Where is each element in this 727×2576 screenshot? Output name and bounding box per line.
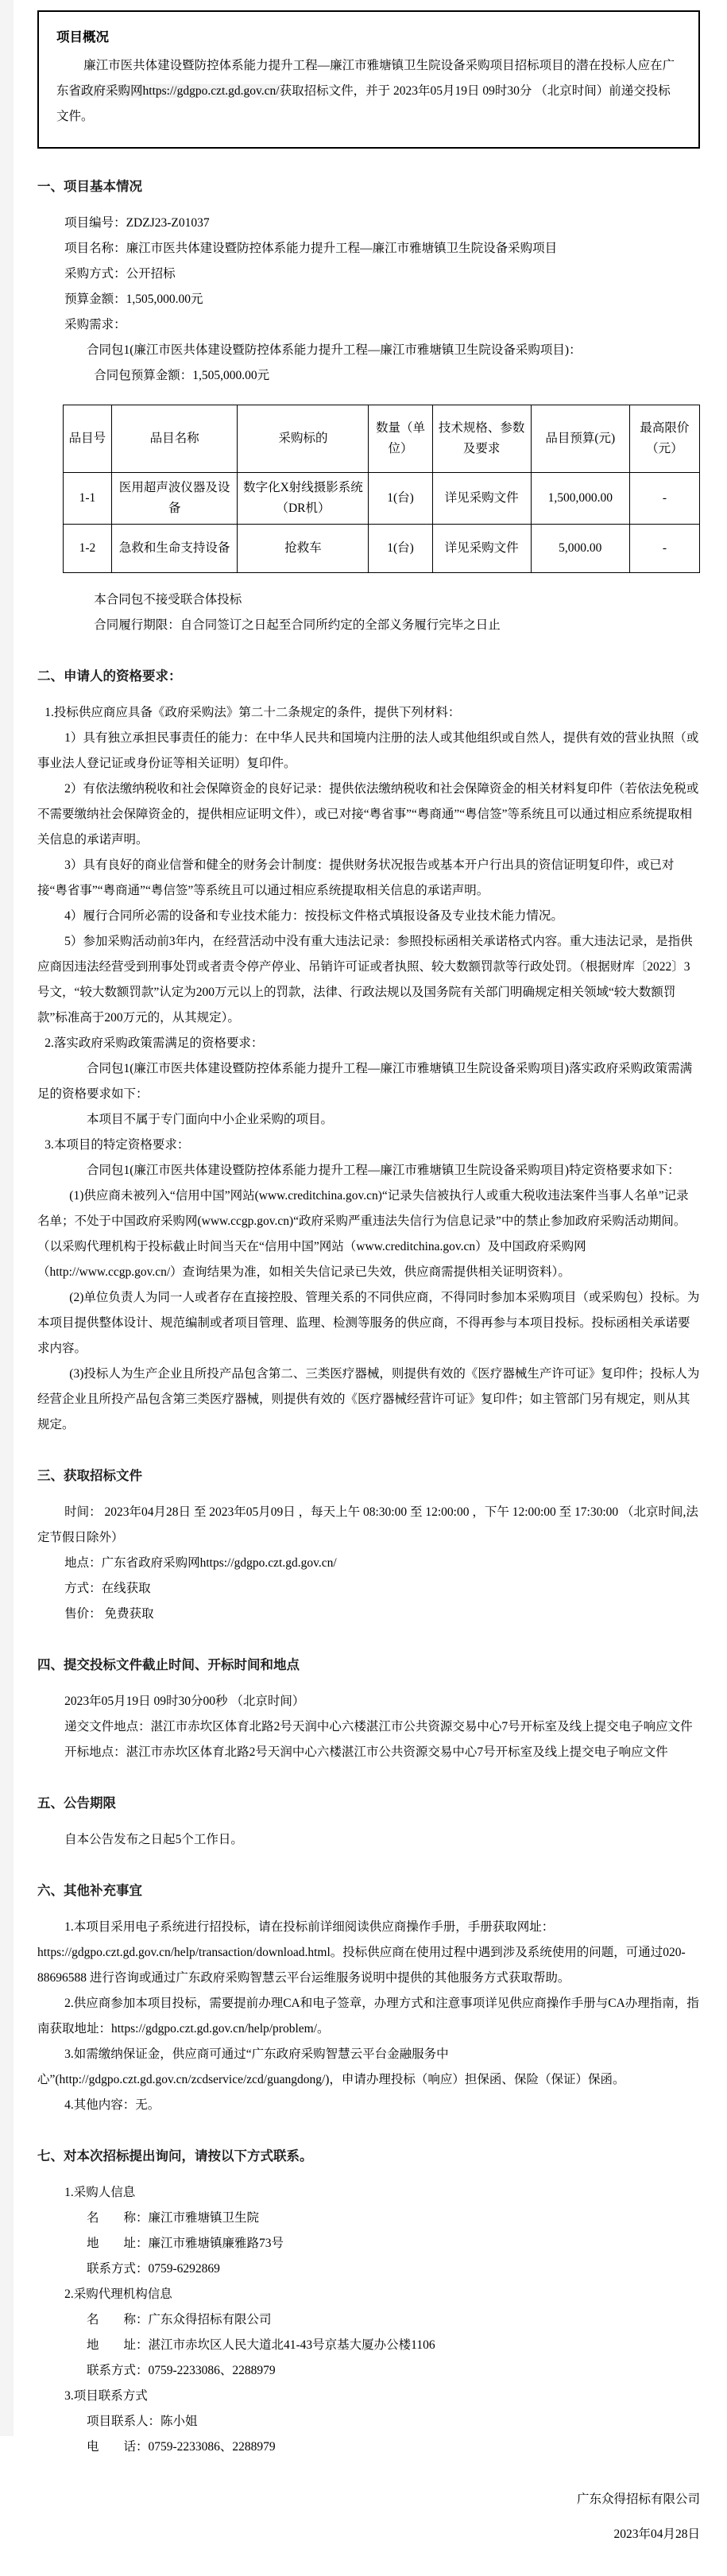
paragraph: 3.如需缴纳保证金，供应商可通过“广东政府采购智慧云平台金融服务中心”(http://gdgpo.czt.gd.gov.cn/zcdservice/zcd/guangdong/)，申请办理投标（响应）担保函、保险（保证）保函。 (37, 2042, 700, 2093)
project-contact-person: 项目联系人：陈小姐 (37, 2409, 700, 2435)
paragraph: 5）参加采购活动前3年内，在经营活动中没有重大违法记录：参照投标函相关承诺格式内容。重大违法记录，是指供应商因违法经营受到刑事处罚或者责令停产停业、吊销许可证或者执照、较大数额罚款等行政处罚。（根据财库〔2022〕3号文，“较大数额罚款”认定为200万元以上的罚款，法律、行政法规以及国务院有关部门明确规定相关领域“较大数额罚款”标准高于200万元的，从其规定）。 (37, 929, 700, 1031)
cell-tech-specs: 详见采购文件 (432, 473, 531, 525)
table-row (64, 525, 700, 573)
procurement-demand-label: 采购需求： (37, 312, 700, 338)
cell-price-ceiling: - (629, 473, 699, 525)
project-overview-box (37, 10, 700, 149)
paragraph: (3)投标人为生产企业且所投产品包含第二、三类医疗器械，则提供有效的《医疗器械生产许可证》复印件；投标人为经营企业且所投产品包含第三类医疗器械，则提供有效的《医疗器械经营许可证》复印件；如主管部门另有规定，则从其规定。 (37, 1362, 700, 1438)
signature-block (37, 2482, 700, 2552)
contract-package-line: 合同包1(廉江市医共体建设暨防控体系能力提升工程—廉江市雅塘镇卫生院设备采购项目)： (37, 338, 700, 363)
cell-tech-specs: 详见采购文件 (432, 525, 531, 573)
agency-name: 名 称：广东众得招标有限公司 (37, 2307, 700, 2333)
table-header-row (64, 405, 700, 473)
cell-item-budget: 5,000.00 (531, 525, 629, 573)
cell-procurement-target: 数字化X射线摄影系统（DR机） (238, 473, 369, 525)
project-contact-phone: 电 话：0759-2233086、2288979 (37, 2435, 700, 2460)
project-number: 项目编号：ZDZJ23-Z01037 (37, 211, 700, 236)
agency-address: 地 址：湛江市赤坎区人民大道北41-43号京基大厦办公楼1106 (37, 2333, 700, 2358)
deadline-datetime: 2023年05月19日 09时30分00秒 （北京时间） (37, 1689, 700, 1714)
paragraph: 4）履行合同所必需的设备和专业技术能力：按投标文件格式填报设备及专业技术能力情况。 (37, 904, 700, 929)
cell-item-name: 急救和生命支持设备 (111, 525, 238, 573)
items-table (63, 405, 700, 573)
paragraph: 本项目不属于专门面向中小企业采购的项目。 (37, 1107, 700, 1133)
header-quantity: 数量（单位） (369, 405, 432, 473)
contract-performance-period: 合同履行期限：自合同签订之日起至合同所约定的全部义务履行完毕之日止 (37, 613, 700, 638)
paragraph: 2.供应商参加本项目投标，需要提前办理CA和电子签章，办理方式和注意事项详见供应商操作手册与CA办理指南，指南获取地址：https://gdgpo.czt.gd.gov.cn/help/problem/。 (37, 1991, 700, 2042)
tender-announcement-document (37, 0, 700, 2576)
cell-quantity: 1(台) (369, 525, 432, 573)
overview-paragraph (56, 53, 681, 130)
cell-item-no: 1-1 (64, 473, 112, 525)
paragraph: 合同包1(廉江市医共体建设暨防控体系能力提升工程—廉江市雅塘镇卫生院设备采购项目)特定资格要求如下： (37, 1158, 700, 1183)
section-heading-qualification: 二、申请人的资格要求： (37, 664, 700, 689)
procurement-method: 采购方式：公开招标 (37, 261, 700, 287)
obtain-time: 时间： 2023年04月28日 至 2023年05月09日 ，每天上午 08:30:00 至 12:00:00 ，下午 12:00:00 至 17:30:00 （北京时间,法定节假日除外） (37, 1500, 700, 1551)
purchaser-name: 名 称：廉江市雅塘镇卫生院 (37, 2206, 700, 2231)
obtain-location: 地点：广东省政府采购网https://gdgpo.czt.gd.gov.cn/ (37, 1551, 700, 1576)
paragraph: 4.其他内容：无。 (37, 2093, 700, 2118)
submission-location: 递交文件地点：湛江市赤坎区体育北路2号天润中心六楼湛江市公共资源交易中心7号开标室及线上提交电子响应文件 (37, 1714, 700, 1740)
header-procurement-target: 采购标的 (238, 405, 369, 473)
section-heading-inquiry-contacts: 七、对本次招标提出询问，请按以下方式联系。 (37, 2144, 700, 2169)
section-heading-supplementary: 六、其他补充事宜 (37, 1878, 700, 1904)
bid-opening-location: 开标地点：湛江市赤坎区体育北路2号天润中心六楼湛江市公共资源交易中心7号开标室及线上提交电子响应文件 (37, 1740, 700, 1765)
header-item-name: 品目名称 (111, 405, 238, 473)
paragraph: (2)单位负责人为同一人或者存在直接控股、管理关系的不同供应商，不得同时参加本采购项目（或采购包）投标。为本项目提供整体设计、规范编制或者项目管理、监理、检测等服务的供应商，不得再参与本项目投标。投标函相关承诺要求内容。 (37, 1285, 700, 1362)
obtain-method: 方式：在线获取 (37, 1576, 700, 1602)
header-price-ceiling: 最高限价（元） (629, 405, 699, 473)
purchaser-address: 地 址：廉江市雅塘镇廉雅路73号 (37, 2231, 700, 2256)
paragraph: 3）具有良好的商业信誉和健全的财务会计制度：提供财务状况报告或基本开户行出具的资信证明复印件，或已对接“粤省事”“粤商通”“粤信签”等系统且可以通过相应系统提取相关信息的承诺声明。 (37, 853, 700, 904)
paragraph: 合同包1(廉江市医共体建设暨防控体系能力提升工程—廉江市雅塘镇卫生院设备采购项目)落实政府采购政策需满足的资格要求如下： (37, 1056, 700, 1107)
contract-package-budget: 合同包预算金额：1,505,000.00元 (37, 363, 700, 389)
overview-text-pre: 廉江市医共体建设暨防控体系能力提升工程—廉江市雅塘镇卫生院设备采购项目招标项目的潜在投标人应在广东 (56, 59, 675, 98)
agency-phone: 联系方式：0759-2233086、2288979 (37, 2358, 700, 2384)
announcement-period: 自本公告发布之日起5个工作日。 (37, 1827, 700, 1853)
purchaser-info-title: 1.采购人信息 (37, 2180, 700, 2206)
header-item-budget: 品目预算(元) (531, 405, 629, 473)
table-row (64, 473, 700, 525)
section-heading-submission-deadline: 四、提交投标文件截止时间、开标时间和地点 (37, 1652, 700, 1678)
cell-item-name: 医用超声波仪器及设备 (111, 473, 238, 525)
announcement-date: 2023年04月28日 (37, 2517, 700, 2552)
paragraph: (1)供应商未被列入“信用中国”网站(www.creditchina.gov.cn)“记录失信被执行人或重大税收违法案件当事人名单”记录名单；不处于中国政府采购网(www.ccgp.gov.cn)“政府采购严重违法失信行为信息记录”中的禁止参加政府采购活动期间。（以采购代理机构于投标截止时间当天在“信用中国”网站（www.creditchina.gov.cn）及中国政府采购网（http://www.ccgp.gov.cn/）查询结果为准，如相关失信记录已失效，供应商需提供相关证明资料）。 (37, 1183, 700, 1285)
cell-procurement-target: 抢救车 (238, 525, 369, 573)
cell-quantity: 1(台) (369, 473, 432, 525)
cell-price-ceiling: - (629, 525, 699, 573)
overview-text-post: 获取招标文件，并于 2023年05月19日 09时30分 （北京时间）前递交投标文件。 (56, 84, 671, 123)
cell-item-no: 1-2 (64, 525, 112, 573)
page-left-gutter (0, 0, 14, 2436)
overview-title: 项目概况 (56, 21, 681, 53)
paragraph: 1.本项目采用电子系统进行招投标，请在投标前详细阅读供应商操作手册，手册获取网址：https://gdgpo.czt.gd.gov.cn/help/transaction/download.html。投标供应商在使用过程中遇到涉及系统使用的问题，可通过020-88696588 进行咨询或通过广东政府采购智慧云平台运维服务说明中提供的其他服务方式获取帮助。 (37, 1915, 700, 1991)
paragraph: 1.投标供应商应具备《政府采购法》第二十二条规定的条件，提供下列材料： (37, 700, 700, 726)
header-tech-specs: 技术规格、参数及要求 (432, 405, 531, 473)
paragraph: 1）具有独立承担民事责任的能力：在中华人民共和国境内注册的法人或其他组织或自然人，提供有效的营业执照（或事业法人登记证或身份证等相关证明）复印件。 (37, 726, 700, 777)
gov-procurement-url: 省政府采购网https://gdgpo.czt.gd.gov.cn/ (69, 84, 280, 98)
obtain-price: 售价： 免费获取 (37, 1602, 700, 1627)
paragraph: 3.本项目的特定资格要求： (37, 1133, 700, 1158)
agency-info-title: 2.采购代理机构信息 (37, 2282, 700, 2307)
budget-amount: 预算金额：1,505,000.00元 (37, 287, 700, 312)
section-heading-announcement-period: 五、公告期限 (37, 1791, 700, 1816)
paragraph: 2.落实政府采购政策需满足的资格要求： (37, 1031, 700, 1056)
cell-item-budget: 1,500,000.00 (531, 473, 629, 525)
paragraph: 2）有依法缴纳税收和社会保障资金的良好记录：提供依法缴纳税收和社会保障资金的相关材料复印件（若依法免税或不需要缴纳社会保障资金的，提供相应证明文件），或已对接“粤省事”“粤商通”“粤信签”等系统且可以通过相应系统提取相关信息的承诺声明。 (37, 777, 700, 853)
section-heading-basic-info: 一、项目基本情况 (37, 174, 700, 199)
agency-signature: 广东众得招标有限公司 (37, 2482, 700, 2517)
purchaser-phone: 联系方式：0759-6292869 (37, 2256, 700, 2282)
project-contact-title: 3.项目联系方式 (37, 2384, 700, 2409)
project-name: 项目名称：廉江市医共体建设暨防控体系能力提升工程—廉江市雅塘镇卫生院设备采购项目 (37, 236, 700, 261)
section-heading-obtain-documents: 三、获取招标文件 (37, 1463, 700, 1489)
no-consortium-note: 本合同包不接受联合体投标 (37, 587, 700, 613)
header-item-no: 品目号 (64, 405, 112, 473)
